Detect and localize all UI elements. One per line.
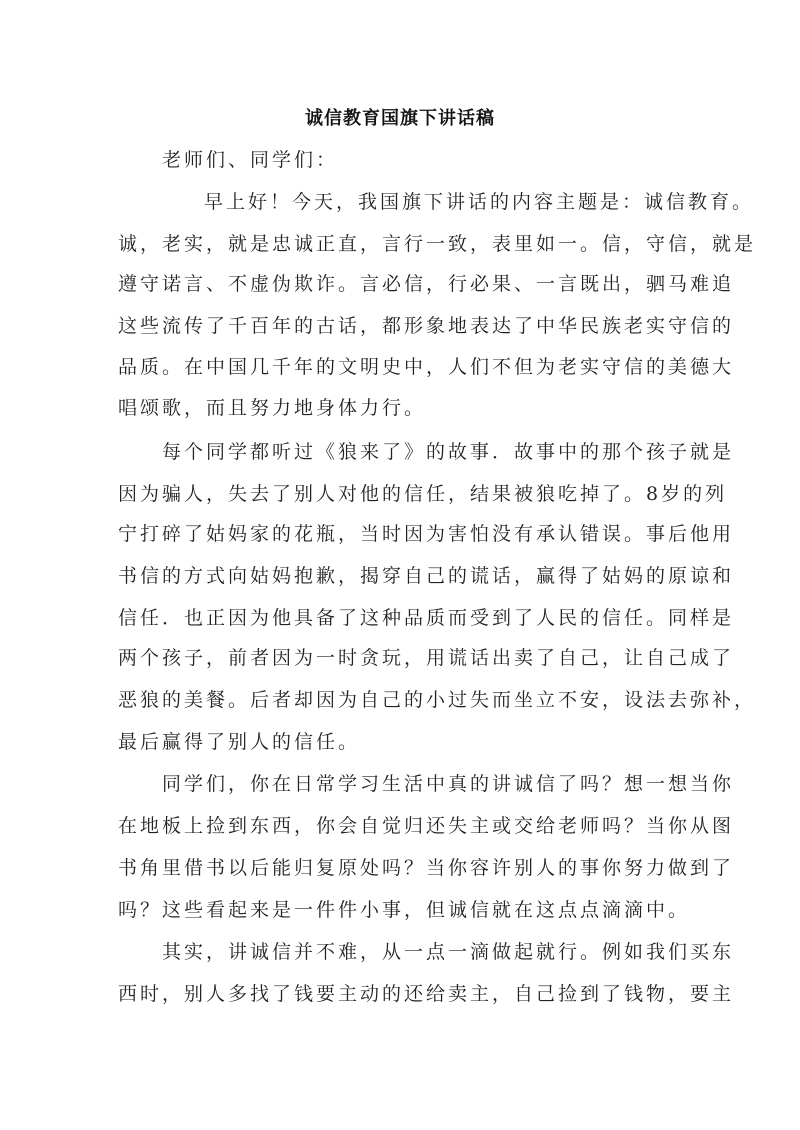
paragraph-line: 这些流传了千百年的古话，都形象地表达了中华民族老实守信的 <box>118 315 735 337</box>
paragraph-line: 同学们，你在日常学习生活中真的讲诚信了吗？想一想当你 <box>162 773 735 795</box>
paragraph-line: 吗？这些看起来是一件件小事，但诚信就在这点点滴滴中。 <box>118 899 691 921</box>
paragraph-line: 最后赢得了别人的信任。 <box>118 731 361 753</box>
paragraph-line: 在地板上捡到东西，你会自觉归还失主或交给老师吗？当你从图 <box>118 815 735 837</box>
paragraph-line: 唱颂歌，而且努力地身体力行。 <box>118 397 427 419</box>
paragraph-line: 早上好！今天，我国旗下讲话的内容主题是：诚信教育。 <box>204 191 755 213</box>
paragraph-line: 品质。在中国几千年的文明史中，人们不但为老实守信的美德大 <box>118 356 735 378</box>
paragraph-line: 两个孩子，前者因为一时贪玩，用谎话出卖了自己，让自己成了 <box>118 647 735 669</box>
document-title: 诚信教育国旗下讲话稿 <box>305 108 495 129</box>
paragraph-line: 每个同学都听过《狼来了》的故事．故事中的那个孩子就是 <box>162 441 735 463</box>
paragraph-line: 书信的方式向姑妈抱歉，揭穿自己的谎话，赢得了姑妈的原谅和 <box>118 565 735 587</box>
paragraph-line: 因为骗人，失去了别人对他的信任，结果被狼吃掉了。8岁的列 <box>118 483 728 505</box>
paragraph-line: 书角里借书以后能归复原处吗？当你容许别人的事你努力做到了 <box>118 857 735 879</box>
paragraph-line: 宁打碎了姑妈家的花瓶，当时因为害怕没有承认错误。事后他用 <box>118 523 735 545</box>
paragraph-line: 信任．也正因为他具备了这种品质而受到了人民的信任。同样是 <box>118 607 735 629</box>
salutation: 老师们、同学们： <box>162 149 339 171</box>
paragraph-line: 诚，老实，就是忠诚正直，言行一致，表里如一。信，守信，就是 <box>118 233 757 255</box>
paragraph-line: 西时，别人多找了钱要主动的还给卖主，自己捡到了钱物，要主 <box>118 983 735 1005</box>
paragraph-line: 遵守诺言、不虚伪欺诈。言必信，行必果、一言既出，驷马难追 <box>118 273 735 295</box>
paragraph-line: 恶狼的美餐。后者却因为自己的小过失而坐立不安，设法去弥补， <box>118 689 757 711</box>
paragraph-line: 其实，讲诚信并不难，从一点一滴做起就行。例如我们买东 <box>162 941 735 963</box>
